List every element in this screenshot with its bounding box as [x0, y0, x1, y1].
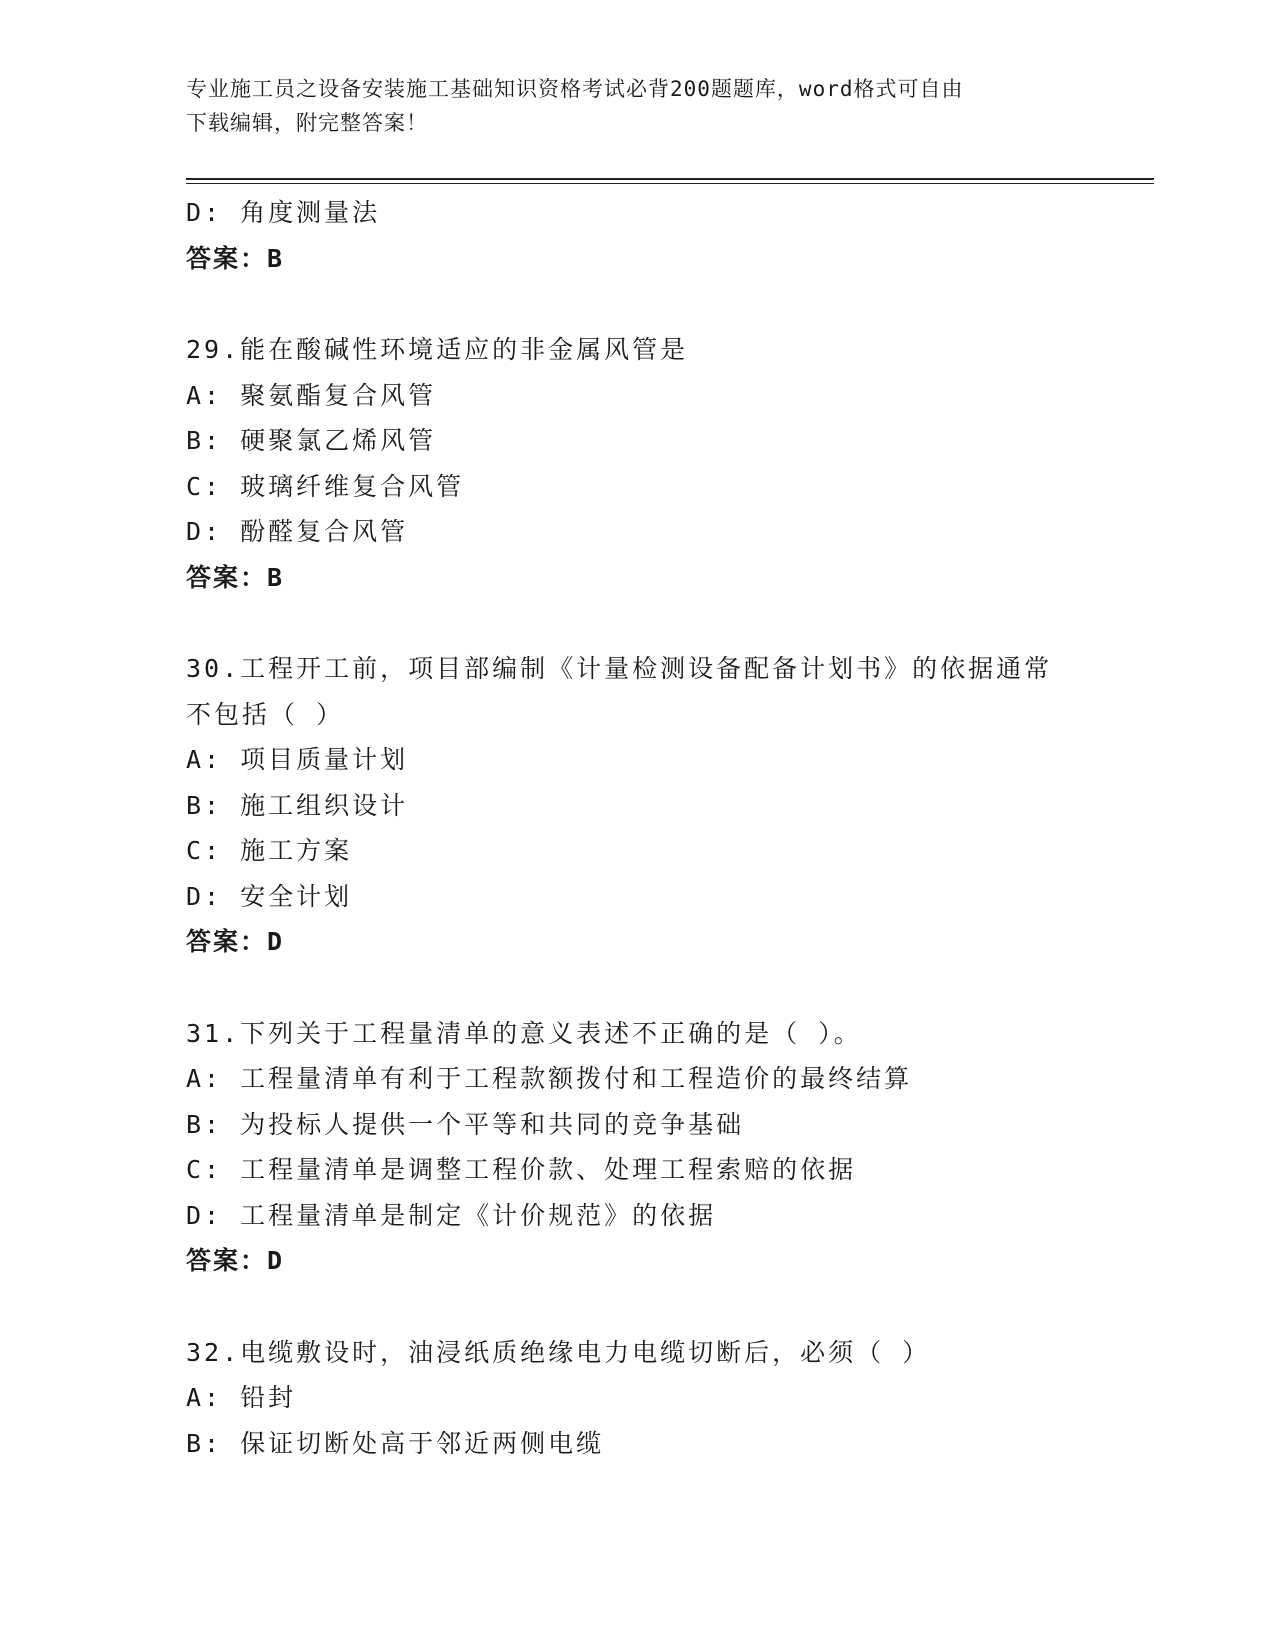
option-a: A: 铅封	[186, 1383, 297, 1412]
option-d: D: 工程量清单是制定《计价规范》的依据	[186, 1200, 717, 1230]
question-stem-line-2: 不包括（ ）	[186, 699, 345, 729]
question-30	[186, 646, 1146, 965]
answer-line: 答案：D	[186, 1246, 285, 1275]
document-header	[186, 72, 1086, 140]
option-b: B: 为投标人提供一个平等和共同的竞争基础	[186, 1109, 745, 1139]
option-d: D: 酚醛复合风管	[186, 517, 409, 546]
option-b: B: 保证切断处高于邻近两侧电缆	[186, 1428, 605, 1458]
answer-line: 答案：B	[186, 562, 285, 592]
spacer	[186, 965, 1146, 1011]
question-29	[186, 327, 1146, 600]
option-c: C: 工程量清单是调整工程价款、处理工程索赔的依据	[186, 1155, 857, 1184]
option-b: B: 硬聚氯乙烯风管	[186, 426, 437, 455]
question-stem-line-1: 30.工程开工前，项目部编制《计量检测设备配备计划书》的依据通常	[186, 654, 1053, 683]
option-a: A: 工程量清单有利于工程款额拨付和工程造价的最终结算	[186, 1064, 913, 1093]
question-stem: 31.下列关于工程量清单的意义表述不正确的是（ ）。	[186, 1018, 862, 1048]
question-list	[186, 190, 1146, 1466]
spacer	[186, 1284, 1146, 1330]
header-line-1: 专业施工员之设备安装施工基础知识资格考试必背200题题库，word格式可自由	[186, 77, 964, 101]
header-divider-thin	[186, 183, 1154, 184]
header-line-2: 下载编辑，附完整答案！	[186, 111, 428, 135]
option-a: A: 项目质量计划	[186, 745, 409, 774]
spacer	[186, 281, 1146, 327]
question-stem: 29.能在酸碱性环境适应的非金属风管是	[186, 335, 689, 364]
option-b: B: 施工组织设计	[186, 790, 409, 820]
option-c: C: 玻璃纤维复合风管	[186, 471, 465, 501]
question-31	[186, 1011, 1146, 1284]
question-32	[186, 1330, 1146, 1467]
header-divider-thick	[186, 178, 1154, 180]
answer-line: 答案：D	[186, 927, 285, 956]
spacer	[186, 600, 1146, 646]
question-stem: 32.电缆敷设时，油浸纸质绝缘电力电缆切断后，必须（ ）	[186, 1337, 931, 1367]
option-a: A: 聚氨酯复合风管	[186, 380, 437, 410]
option-d: D: 安全计划	[186, 881, 353, 911]
option-d: D: 角度测量法	[186, 198, 381, 227]
option-c: C: 施工方案	[186, 836, 353, 865]
answer-line: 答案：B	[186, 243, 285, 273]
